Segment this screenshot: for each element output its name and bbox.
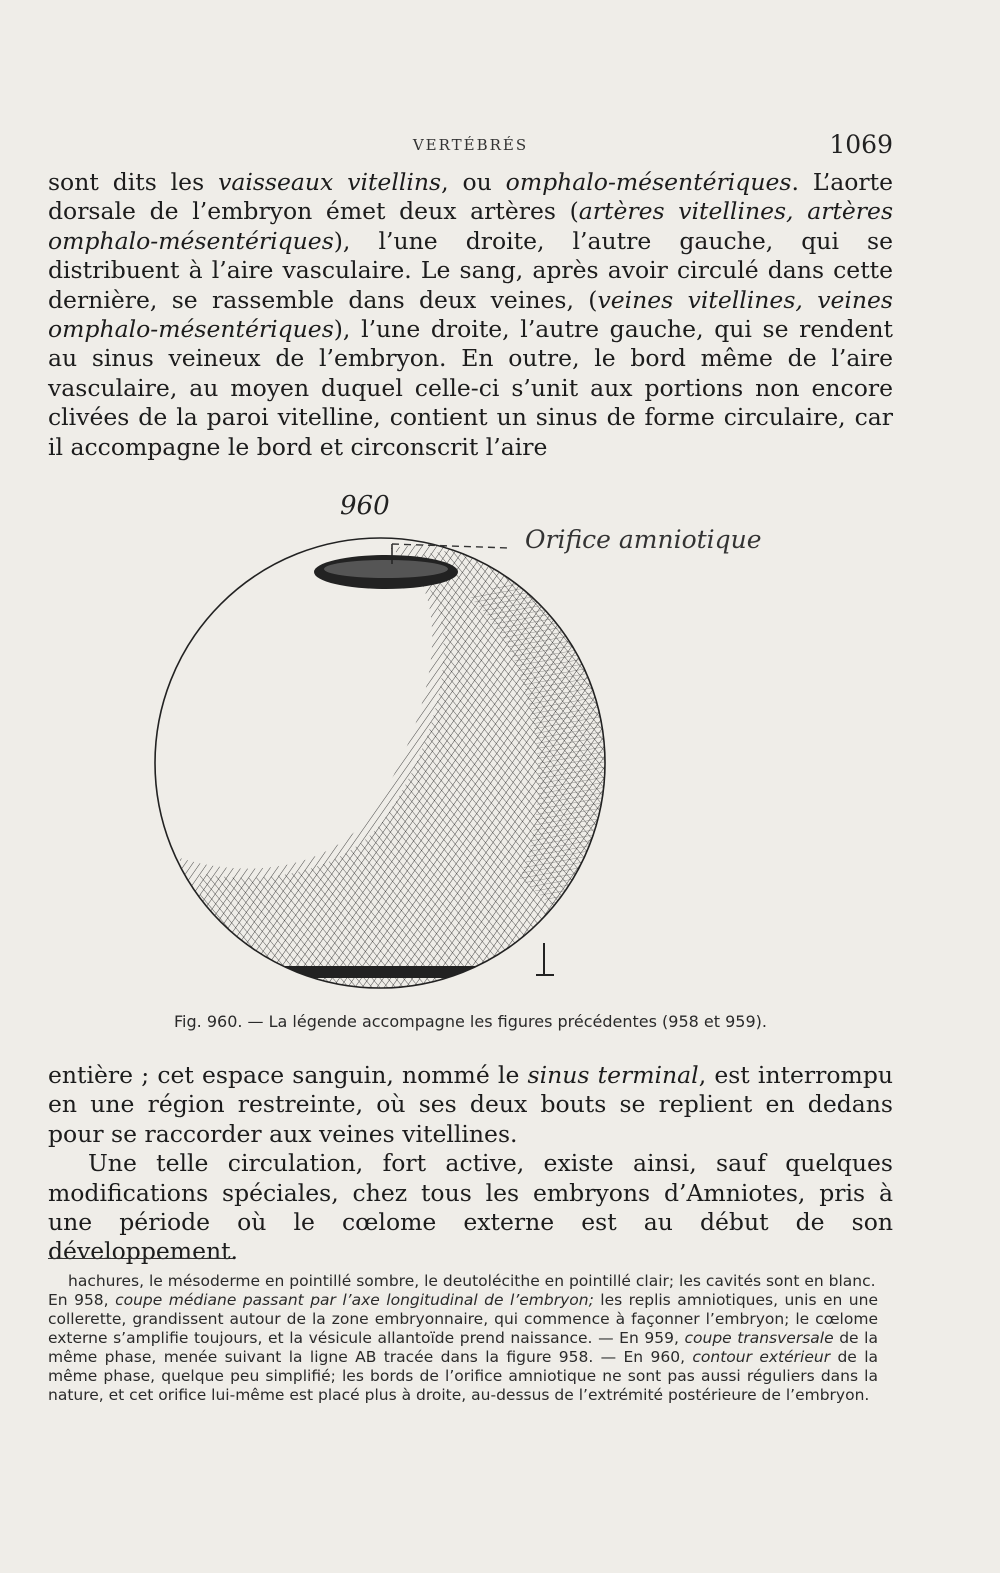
text-run: les replis amniotiques, unis en une collerette, grandissent autour de la zone embryonnaire, qui commence à façonner l’embryon; le cœlome externe s’amplifie toujours, et la vésicule allantoïde prend naissance. — En 959, (48, 1291, 878, 1347)
top-text-block (48, 168, 893, 462)
figure-caption: Fig. 960. — La légende accompagne les figures précédentes (958 et 959). (174, 1012, 767, 1031)
top-paragraph (48, 168, 893, 462)
italic-term: sinus terminal (527, 1061, 699, 1089)
text-run: sont dits les (48, 168, 219, 196)
italic-term: coupe transversale (684, 1329, 834, 1347)
footnotes (48, 1272, 878, 1405)
italic-term: omphalo-mésentériques (505, 168, 792, 196)
bottom-text-block (48, 1061, 893, 1267)
bottom-paragraph-1 (48, 1061, 893, 1149)
sphere-illustration (140, 478, 840, 998)
text-run: ), l’une droite, l’autre gauche, qui se distribuent à l’aire vasculaire. Le sang, après avoir circulé dans cette dernière, se rassemble dans deux veines, ( (48, 226, 893, 314)
italic-term: coupe médiane passant par l’axe longitudinal de l’embryon; (115, 1291, 594, 1309)
section-title: VERTÉBRÉS (412, 136, 529, 154)
italic-term: artères vitellines, artères omphalo-mésentériques (48, 197, 894, 255)
figure-960 (140, 478, 840, 998)
orifice-annotation: Orifice amniotique (525, 525, 762, 554)
figure-number (340, 491, 390, 521)
text-run: . L’aorte dorsale de l’embryon émet deux artères ( (48, 168, 893, 226)
page-number: 1069 (829, 130, 893, 159)
running-head (48, 130, 893, 164)
footnote-paragraph (48, 1291, 878, 1405)
italic-term: contour extérieur (692, 1348, 831, 1366)
text-run: , ou (441, 168, 506, 196)
italic-term: veines vitellines, veines omphalo-mésentériques (48, 285, 893, 344)
italic-term: vaisseaux vitellins (218, 168, 442, 196)
text-run: ), l’une droite, l’autre gauche, qui se rendent au sinus veineux de l’embryon. En outre, le bord même de l’aire vasculaire, au moyen duquel celle-ci s’unit aux portions non encore clivées de la paroi vitelline, contient un sinus de forme circulaire, car il accompagne le bord et circonscrit l’aire (48, 315, 893, 461)
text-run: entière ; cet espace sanguin, nommé le (48, 1061, 528, 1089)
scale-mark (536, 943, 554, 975)
text-run: de la même phase, quelque peu simplifié; les bords de l’orifice amniotique ne sont pas aussi réguliers dans la nature, et cet orifice lui-même est placé plus à droite, au-dessus de l’extrémité postérieure de l’embryon. (48, 1348, 878, 1404)
footnote-continuation: hachures, le mésoderme en pointillé sombre, le deutolécithe en pointillé clair; les cavités sont en blanc. (68, 1272, 876, 1290)
footnote-divider (48, 1258, 233, 1259)
sphere-shading (180, 518, 660, 998)
svg-text:960: 960 (340, 491, 390, 521)
text-run: , est interrompu en une région restreinte, où ses deux bouts se replient en dedans pour se raccorder aux veines vitellines. (48, 1061, 894, 1148)
text-run: de la même phase, menée suivant la ligne AB tracée dans la figure 958. — En 960, (48, 1329, 878, 1366)
text-run: En 958, (48, 1291, 116, 1309)
bottom-paragraph-2: Une telle circulation, fort active, existe ainsi, sauf quelques modifications spéciales, chez tous les embryons d’Amniotes, pris à une période où le cœlome externe est au début de son développement. (48, 1149, 893, 1266)
